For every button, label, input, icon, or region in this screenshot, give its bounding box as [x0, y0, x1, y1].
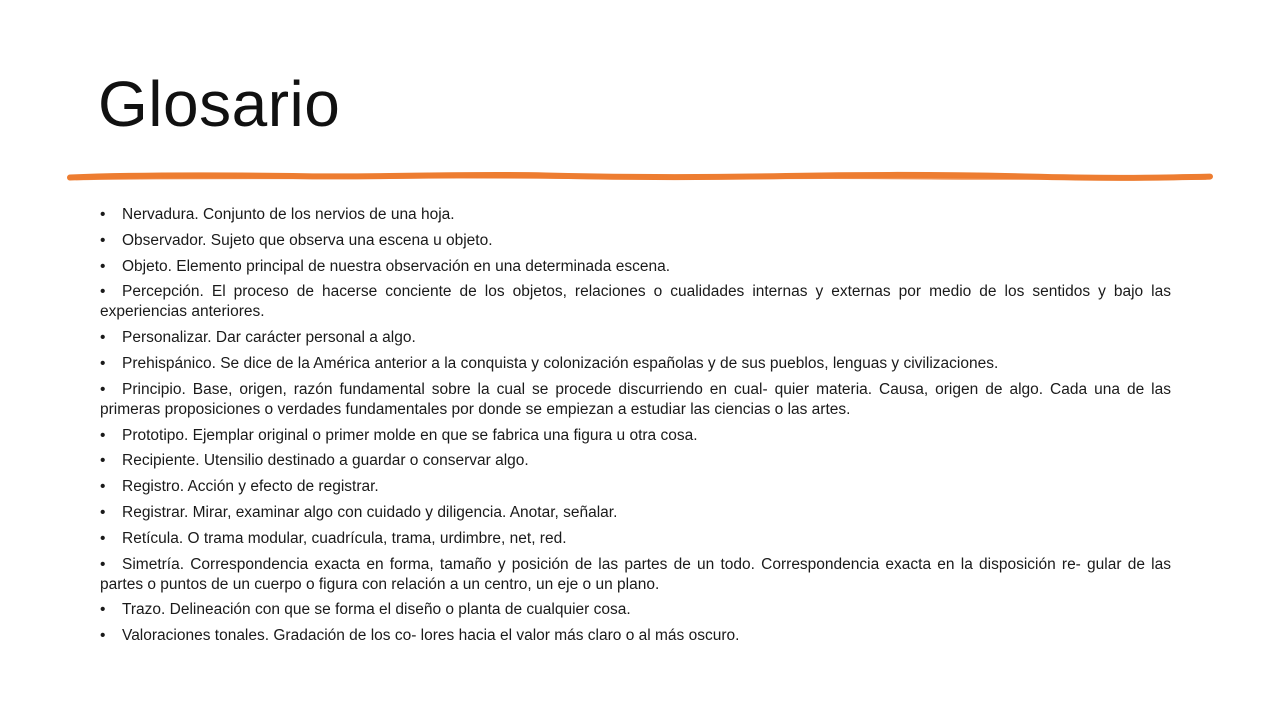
glossary-item-text: Principio. Base, origen, razón fundamental sobre la cual se procede discurriendo en cual- quier materia. Causa, origen de algo. Cada una de las primeras proposiciones o verdades fundamentales por donde se empiezan a estudiar las ciencias o las artes.: [100, 380, 1171, 418]
glossary-item-text: Observador. Sujeto que observa una escena u objeto.: [122, 231, 493, 249]
bullet: •: [100, 503, 106, 521]
bullet: •: [100, 555, 106, 573]
glossary-item: [100, 282, 1171, 322]
glossary-item-text: Nervadura. Conjunto de los nervios de una hoja.: [122, 206, 455, 223]
glossary-item: [100, 600, 1171, 620]
glossary-item: [100, 205, 1171, 225]
glossary-item-text: Registro. Acción y efecto de registrar.: [122, 478, 379, 496]
glossary-item-text: Trazo. Delineación con que se forma el diseño o planta de cualquier cosa.: [122, 601, 631, 619]
glossary-item: [100, 451, 1171, 471]
bullet: •: [100, 231, 106, 249]
glossary-item: [100, 328, 1171, 348]
glossary-item-text: Objeto. Elemento principal de nuestra observación en una determinada escena.: [122, 257, 671, 275]
bullet: •: [100, 452, 106, 470]
glossary-item-text: Valoraciones tonales. Gradación de los co- lores hacia el valor más claro o al más oscuro.: [122, 627, 740, 645]
glossary-item-text: Retícula. O trama modular, cuadrícula, trama, urdimbre, net, red.: [122, 529, 567, 547]
slide-title: Glosario: [98, 68, 341, 140]
bullet: •: [100, 426, 106, 444]
glossary-item: [100, 257, 1171, 277]
bullet: •: [100, 380, 106, 398]
glossary-item: [100, 477, 1171, 497]
glossary-item: [100, 503, 1171, 523]
glossary-item-text: Recipiente. Utensilio destinado a guardar o conservar algo.: [122, 452, 529, 470]
title-underline: [66, 168, 1214, 186]
glossary-list: [100, 205, 1171, 652]
glossary-item: [100, 626, 1171, 646]
brush-stroke-texture: [76, 177, 1206, 179]
glossary-item: [100, 426, 1171, 446]
glossary-item: [100, 555, 1171, 595]
bullet: •: [100, 601, 106, 619]
glossary-item: [100, 380, 1171, 420]
glossary-item-text: Prehispánico. Se dice de la América anterior a la conquista y colonización españolas y de sus pueblos, lenguas y civilizaciones.: [122, 354, 999, 372]
glossary-item: [100, 529, 1171, 549]
bullet: •: [100, 529, 106, 547]
bullet: •: [100, 257, 106, 275]
glossary-item-text: Prototipo. Ejemplar original o primer molde en que se fabrica una figura u otra cosa.: [122, 426, 698, 444]
bullet: •: [100, 354, 106, 372]
glossary-item-text: Percepción. El proceso de hacerse conciente de los objetos, relaciones o cualidades internas y externas por medio de los sentidos y bajo las experiencias anteriores.: [100, 283, 1171, 321]
bullet: •: [100, 478, 106, 496]
bullet: •: [100, 329, 106, 347]
bullet: •: [100, 283, 106, 301]
glossary-item-text: Simetría. Correspondencia exacta en forma, tamaño y posición de las partes de un todo. Correspondencia exacta en la disposición re- gular de las partes o puntos de un cuerpo o figura con relación a un centro, un eje o un plano.: [100, 555, 1171, 593]
glossary-item: [100, 354, 1171, 374]
bullet: •: [100, 206, 106, 223]
bullet: •: [100, 627, 106, 645]
glossary-item: [100, 231, 1171, 251]
glossary-item-text: Personalizar. Dar carácter personal a algo.: [122, 329, 416, 347]
glossary-item-text: Registrar. Mirar, examinar algo con cuidado y diligencia. Anotar, señalar.: [122, 503, 618, 521]
